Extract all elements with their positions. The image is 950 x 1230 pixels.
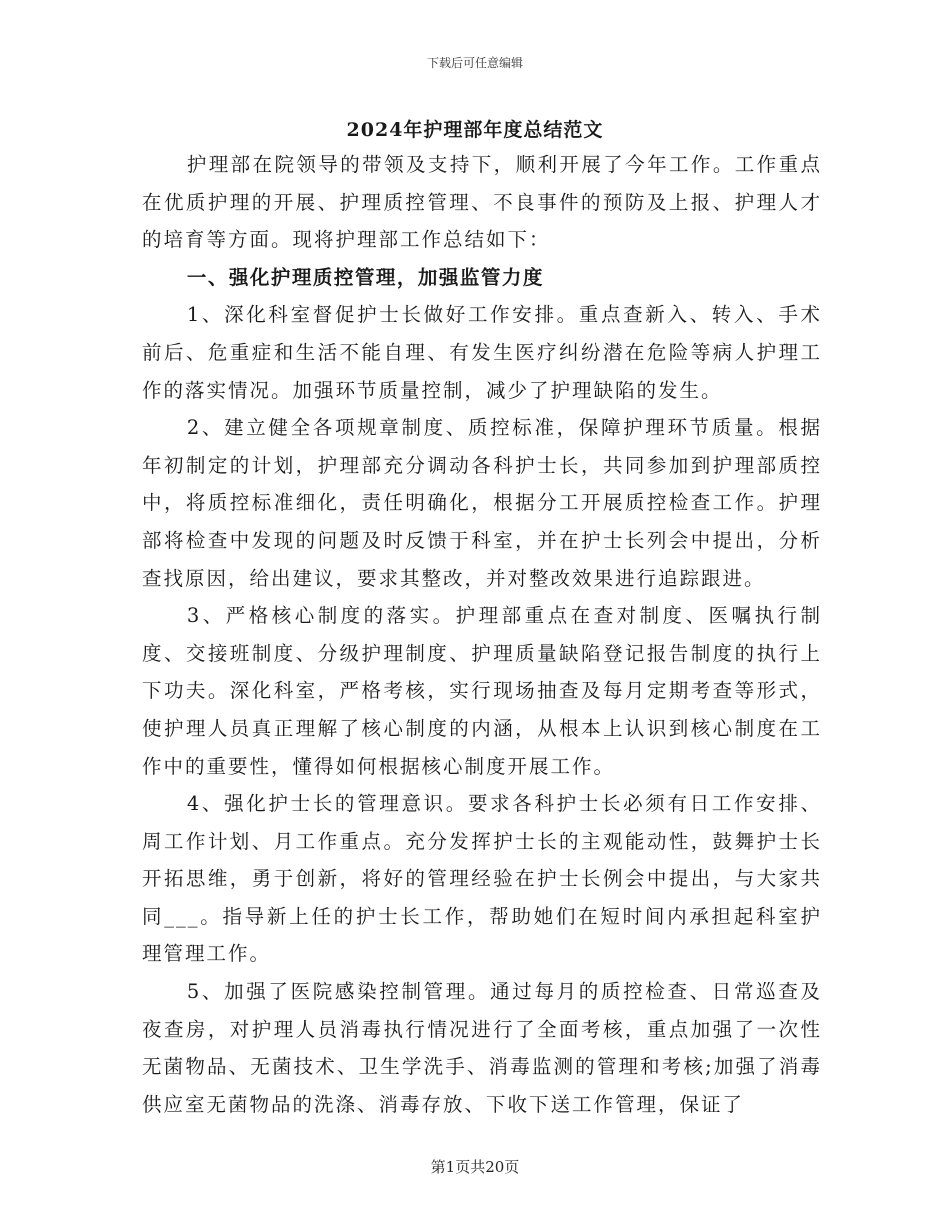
item-paragraph-3: 3、严格核心制度的落实。护理部重点在查对制度、医嘱执行制度、交接班制度、分级护理制度、护理质量缺陷登记报告制度的执行上下功夫。深化科室，严格考核，实行现场抽查及每月定期考查等形式，使护理人员真正理解了核心制度的内涵，从根本上认识到核心制度在工作中的重要性，懂得如何根据核心制度开展工作。 bbox=[142, 604, 822, 778]
item-paragraph-1: 1、深化科室督促护士长做好工作安排。重点查新入、转入、手术前后、危重症和生活不能自理、有发生医疗纠纷潜在危险等病人护理工作的落实情况。加强环节质量控制，减少了护理缺陷的发生。 bbox=[142, 303, 822, 402]
document-title: 2024年护理部年度总结范文 bbox=[346, 119, 604, 141]
page-header-note: 下载后可任意编辑 bbox=[426, 56, 523, 70]
page-number: 第1页共20页 bbox=[430, 1158, 520, 1176]
document-body bbox=[142, 146, 822, 1123]
item-paragraph-2: 2、建立健全各项规章制度、质控标准，保障护理环节质量。根据年初制定的计划，护理部充分调动各科护士长，共同参加到护理部质控中，将质控标准细化，责任明确化，根据分工开展质控检查工作。护理部将检查中发现的问题及时反馈于科室，并在护士长列会中提出，分析查找原因，给出建议，要求其整改，并对整改效果进行追踪跟进。 bbox=[142, 416, 822, 590]
section-heading: 一、强化护理质控管理，加强监管力度 bbox=[186, 265, 544, 289]
item-paragraph-5: 5、加强了医院感染控制管理。通过每月的质控检查、日常巡查及夜查房，对护理人员消毒执行情况进行了全面考核，重点加强了一次性无菌物品、无菌技术、卫生学洗手、消毒监测的管理和考核;加强了消毒供应室无菌物品的洗涤、消毒存放、下收下送工作管理，保证了 bbox=[142, 980, 822, 1116]
intro-paragraph: 护理部在院领导的带领及支持下，顺利开展了今年工作。工作重点在优质护理的开展、护理质控管理、不良事件的预防及上报、护理人才的培育等方面。现将护理部工作总结如下： bbox=[142, 153, 822, 252]
item-paragraph-4: 4、强化护士长的管理意识。要求各科护士长必须有日工作安排、周工作计划、月工作重点。充分发挥护士长的主观能动性，鼓舞护士长开拓思维，勇于创新，将好的管理经验在护士长例会中提出，与大家共同___。指导新上任的护士长工作，帮助她们在短时间内承担起科室护理管理工作。 bbox=[142, 792, 822, 966]
